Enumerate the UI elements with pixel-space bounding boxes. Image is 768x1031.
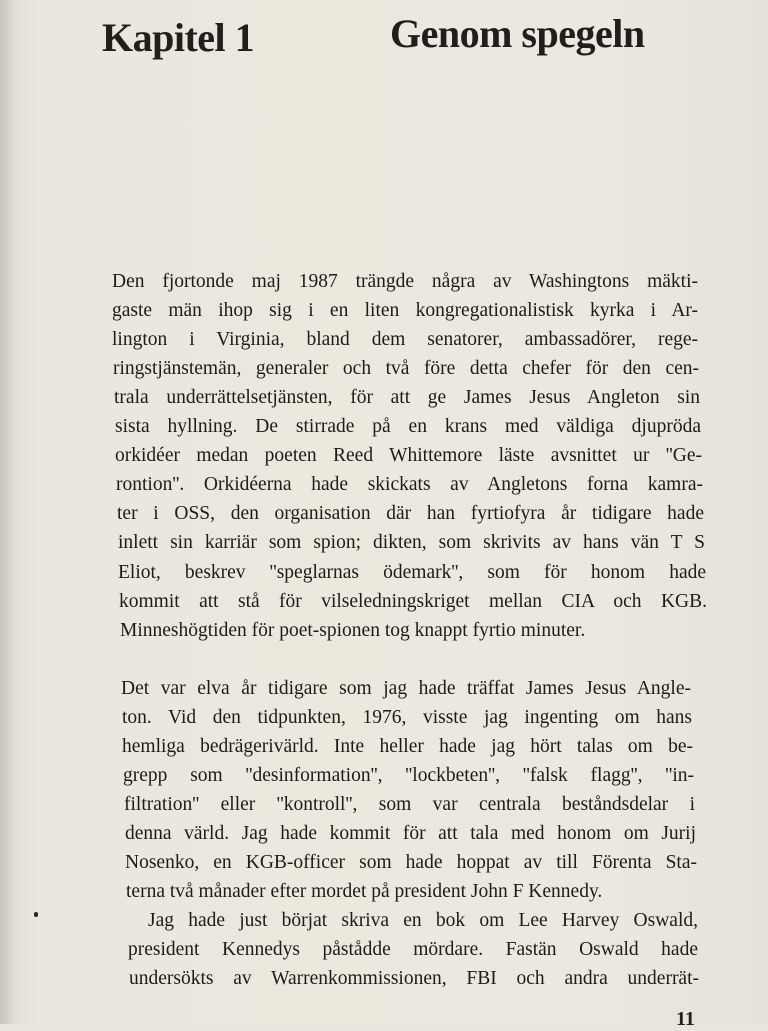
text-line: trala underrättelsetjänsten, för att ge James Jesus Angleton sin <box>114 387 700 408</box>
text-line: lington i Virginia, bland dem senatorer, ambassadörer, rege- <box>112 329 698 350</box>
text-line: Minneshögtiden för poet-spionen tog knappt fyrtio minuter. <box>120 620 586 641</box>
text-line: orkidéer medan poeten Reed Whittemore läste avsnittet ur ''Ge- <box>115 445 702 466</box>
text-line: sista hyllning. De stirrade på en krans med väldiga djupröda <box>115 416 701 437</box>
text-line: terna två månader efter mordet på president John F Kennedy. <box>126 881 603 902</box>
text-line: Nosenko, en KGB-officer som hade hoppat av till Förenta Sta- <box>125 852 697 873</box>
text-line: filtration'' eller ''kontroll'', som var centrala beståndsdelar i <box>124 794 695 815</box>
text-line: ter i OSS, den organisation där han fyrtiofyra år tidigare hade <box>117 503 704 524</box>
page-number: 11 <box>676 1008 695 1030</box>
ink-speck <box>34 912 38 917</box>
text-line: inlett sin karriär som spion; dikten, som skrivits av hans vän T S <box>118 532 705 553</box>
text-line: hemliga bedrägerivärld. Inte heller hade jag hört talas om be- <box>122 736 693 757</box>
text-line: president Kennedys påstådde mördare. Fastän Oswald hade <box>128 939 698 960</box>
text-line: Den fjortonde maj 1987 trängde några av Washingtons mäkti- <box>112 271 698 292</box>
gutter-shadow <box>0 0 14 1024</box>
text-line: denna värld. Jag hade kommit för att tala med honom om Jurij <box>125 823 696 844</box>
text-line: grepp som ''desinformation'', ''lockbeten'', ''falsk flagg'', ''in- <box>123 765 694 786</box>
text-line: kommit att stå för vilseledningskriget mellan CIA och KGB. <box>119 591 707 612</box>
text-line: ringstjänstemän, generaler och två före detta chefer för den cen- <box>113 358 699 379</box>
chapter-label: Kapitel 1 <box>102 15 255 60</box>
text-line: Jag hade just börjat skriva en bok om Lee Harvey Oswald, <box>148 910 698 931</box>
text-line: Det var elva år tidigare som jag hade träffat James Jesus Angle- <box>121 678 691 699</box>
text-line: rontion''. Orkidéerna hade skickats av Angletons forna kamra- <box>116 474 703 495</box>
chapter-title: Genom spegeln <box>390 11 645 56</box>
text-line: undersökts av Warrenkommissionen, FBI och andra underrät- <box>129 968 699 989</box>
text-line: gaste män ihop sig i en liten kongregationalistisk kyrka i Ar- <box>112 300 698 321</box>
text-line: ton. Vid den tidpunkten, 1976, visste jag ingenting om hans <box>122 707 692 728</box>
text-line: Eliot, beskrev ''speglarnas ödemark'', som för honom hade <box>118 562 706 583</box>
